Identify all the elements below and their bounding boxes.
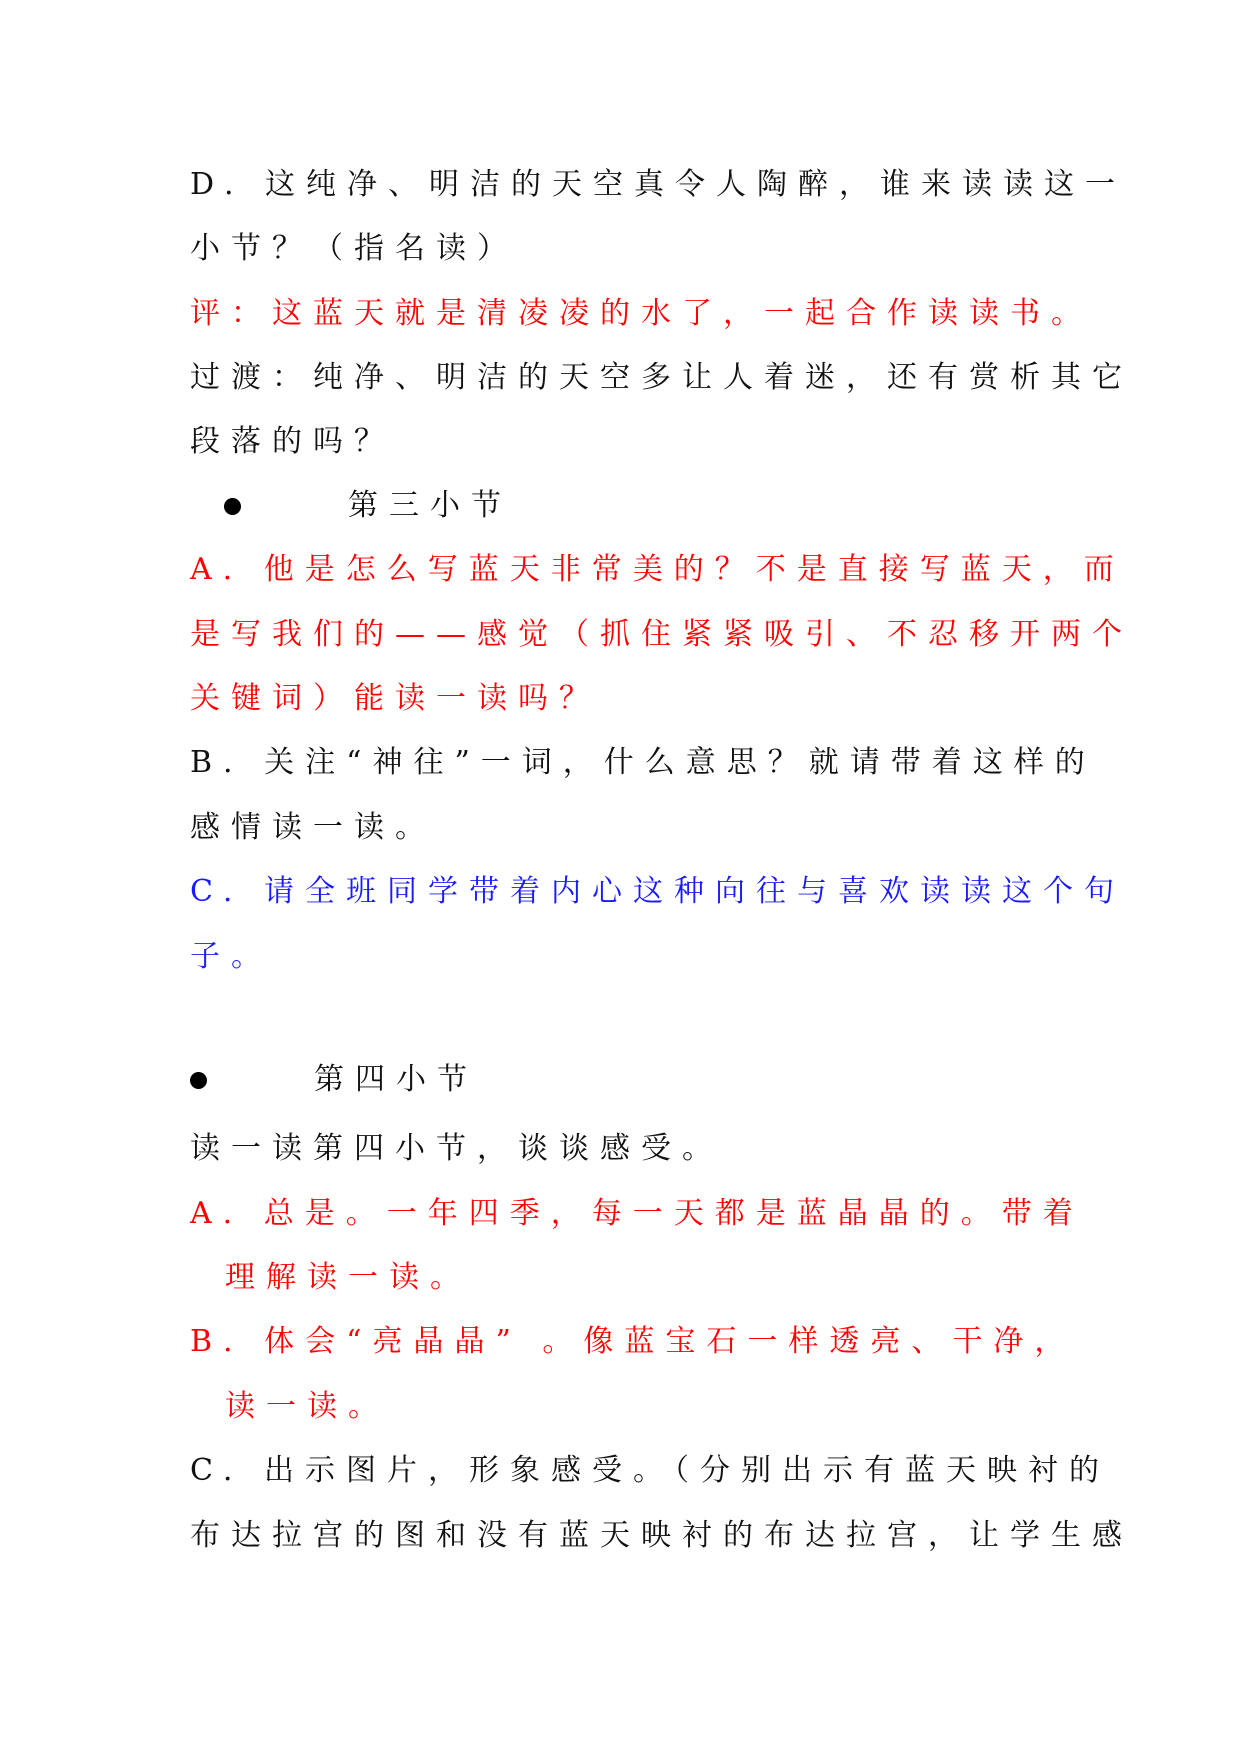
line-4b-2: 读一读。 [225, 1389, 389, 1424]
line-4a-2: 理解读一读。 [225, 1260, 471, 1295]
line-3b-2: 感情读一读。 [190, 810, 436, 845]
comment-line: 评：这蓝天就是清凌凌的水了，一起合作读读书。 [190, 296, 1092, 331]
section-heading-4: 第四小节 [314, 1062, 478, 1097]
line-3a-3: 关键词）能读一读吗？ [190, 681, 600, 716]
line-4c-1: C. 出示图片，形象感受。（分别出示有蓝天映衬的 [190, 1453, 1110, 1488]
line-4-intro: 读一读第四小节，谈谈感受。 [190, 1131, 723, 1166]
transition-line-2: 段落的吗？ [190, 424, 395, 459]
line-2: 小节？（指名读） [190, 231, 518, 266]
line-3a-2: 是写我们的——感觉（抓住紧紧吸引、不忍移开两个 [190, 617, 1133, 652]
section-heading-3: 第三小节 [348, 488, 512, 523]
line-3c-2: 子。 [190, 939, 272, 974]
line-4a-1: A. 总是。一年四季，每一天都是蓝晶晶的。带着 [190, 1196, 1084, 1231]
line-3c-1: C. 请全班同学带着内心这种向往与喜欢读读这个句 [190, 874, 1125, 909]
bullet-icon [224, 498, 241, 515]
line-3b-1: B. 关注“神往”一词，什么意思？就请带着这样的 [190, 745, 1096, 780]
bullet-icon [190, 1072, 207, 1089]
line-1: D. 这纯净、明洁的天空真令人陶醉，谁来读读这一 [190, 167, 1127, 202]
line-3a-1: A. 他是怎么写蓝天非常美的？不是直接写蓝天，而 [190, 552, 1125, 587]
line-4b-1: B. 体会“亮晶晶” 。像蓝宝石一样透亮、干净， [190, 1324, 1076, 1359]
transition-line-1: 过渡：纯净、明洁的天空多让人着迷，还有赏析其它 [190, 360, 1133, 395]
line-4c-2: 布达拉宫的图和没有蓝天映衬的布达拉宫，让学生感 [190, 1518, 1133, 1553]
